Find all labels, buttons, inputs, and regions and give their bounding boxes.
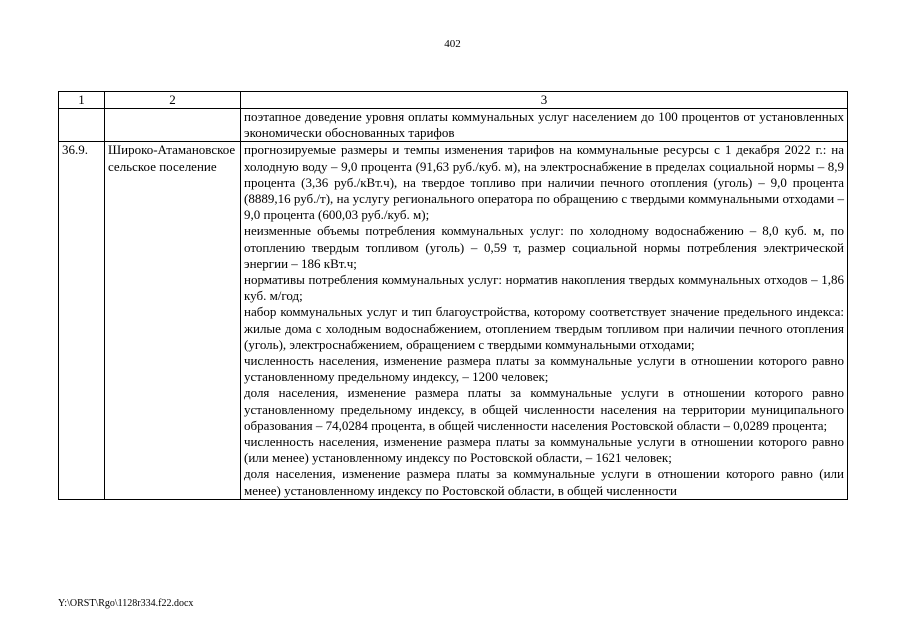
paragraph-population-share-regional: доля населения, изменение размера платы за коммунальные услуги в отношении которого равно (или менее) установленному индексу по Ростовской области, в общей численности bbox=[244, 466, 844, 498]
row-number: 36.9. bbox=[59, 142, 105, 499]
empty-cell bbox=[59, 109, 105, 142]
municipality-name: Широко-Атамановское сельское поселение bbox=[105, 142, 241, 499]
column-header-2: 2 bbox=[105, 92, 241, 109]
document-table bbox=[58, 91, 848, 500]
paragraph-population-share: доля населения, изменение размера платы за коммунальные услуги в отношении которого равно установленному предельному индексу, в общей численности населения на территории муниципального образования – 74,0284 процента, в общей численности населения Ростовской области – 0,0289 процента; bbox=[244, 385, 844, 433]
column-header-3: 3 bbox=[241, 92, 848, 109]
paragraph-population-count: численность населения, изменение размера платы за коммунальные услуги в отношении которого равно установленному предельному индексу, – 1200 человек; bbox=[244, 353, 844, 385]
continuation-row bbox=[59, 109, 848, 142]
footer-file-path: Y:\ORST\Rgo\1128r334.f22.docx bbox=[58, 598, 194, 609]
paragraph-service-set: набор коммунальных услуг и тип благоустройства, которому соответствует значение предельного индекса: жилые дома с холодным водоснабжением, отоплением твердым топливом при наличии печного отопления (уголь), электроснабжением, обращением с твердыми коммунальными отходами; bbox=[244, 304, 844, 352]
paragraph-population-count-regional: численность населения, изменение размера платы за коммунальные услуги в отношении которого равно (или менее) установленному индексу по Ростовской области, – 1621 человек; bbox=[244, 434, 844, 466]
table-header-row bbox=[59, 92, 848, 109]
page-number: 402 bbox=[444, 38, 461, 50]
column-header-1: 1 bbox=[59, 92, 105, 109]
paragraph-consumption-volumes: неизменные объемы потребления коммунальных услуг: по холодному водоснабжению – 8,0 куб. м, по отоплению твердым топливом (уголь) – 0,59 т, размер социальной нормы потребления электрической энергии – 186 кВт.ч; bbox=[244, 223, 844, 271]
table-row bbox=[59, 142, 848, 499]
continuation-text: поэтапное доведение уровня оплаты коммунальных услуг населением до 100 процентов от установленных экономически обоснованных тарифов bbox=[241, 109, 848, 142]
row-content bbox=[241, 142, 848, 499]
empty-cell bbox=[105, 109, 241, 142]
paragraph-tariffs: прогнозируемые размеры и темпы изменения тарифов на коммунальные ресурсы с 1 декабря 2022 г.: на холодную воду – 9,0 процента (91,63 руб./куб. м), на электроснабжение в пределах социальной нормы – 8,9 процента (3,36 руб./кВт.ч), на твердое топливо при наличии печного отопления (уголь) – 9,0 процента (8889,16 руб./т), на услугу регионального оператора по обращению с твердыми коммунальными отходами – 9,0 процента (600,03 руб./куб. м); bbox=[244, 142, 844, 223]
paragraph-norms: нормативы потребления коммунальных услуг: норматив накопления твердых коммунальных отходов – 1,86 куб. м/год; bbox=[244, 272, 844, 304]
